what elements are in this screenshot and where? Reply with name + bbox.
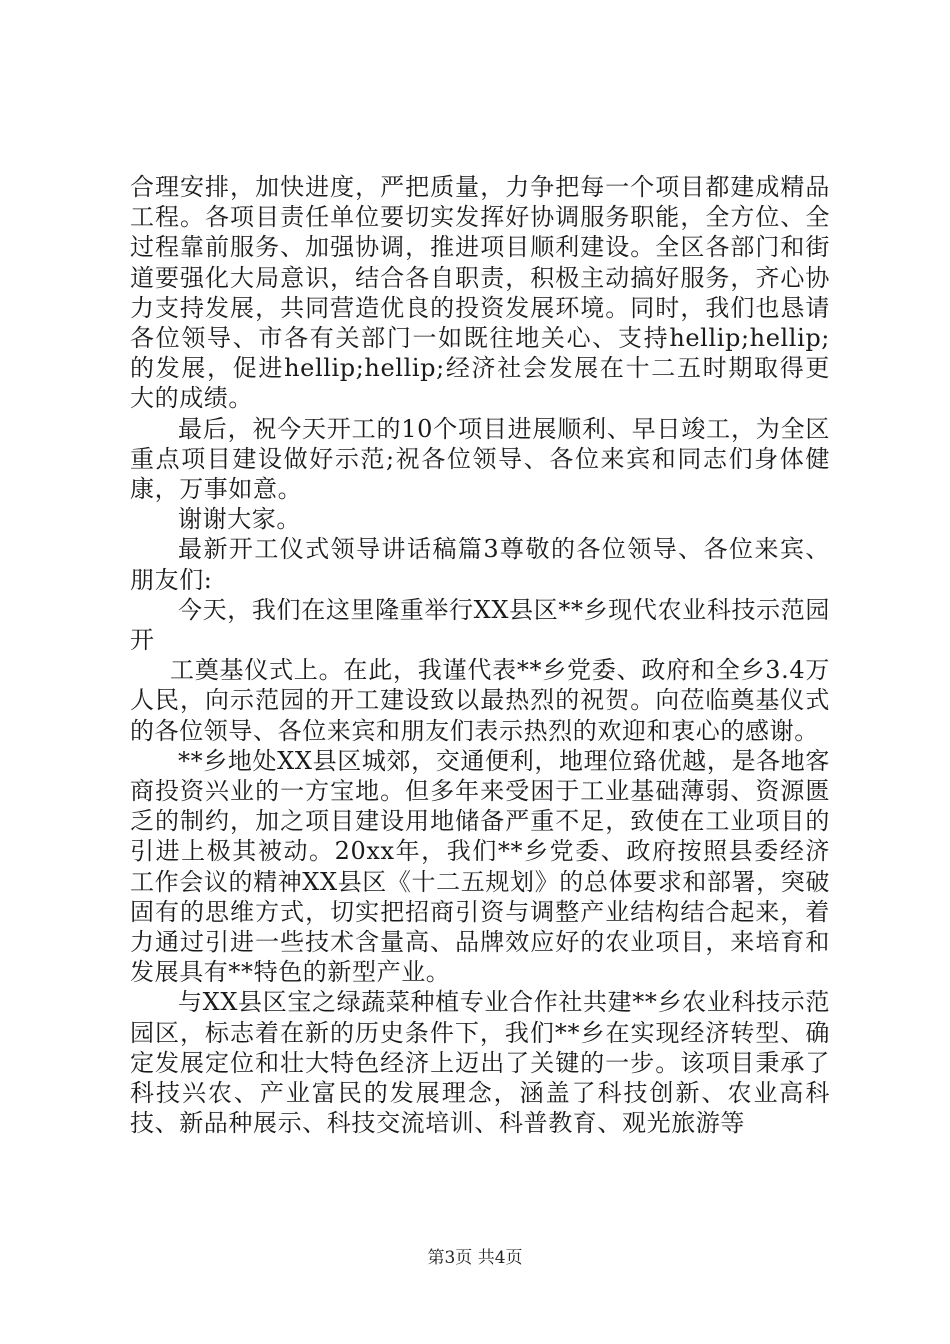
- paragraph-ceremony: 工奠基仪式上。在此，我谨代表**乡党委、政府和全乡3.4万人民，向示范园的开工建设致以最热烈的祝贺。向莅临奠基仪式的各位领导、各位来宾和朋友们表示热烈的欢迎和衷心的感谢。: [130, 656, 830, 745]
- paragraph-section-title: 最新开工仪式领导讲话稿篇3尊敬的各位领导、各位来宾、朋友们:: [130, 535, 830, 594]
- paragraph-opening: 今天，我们在这里隆重举行XX县区**乡现代农业科技示范园开: [130, 595, 830, 655]
- document-body: [130, 172, 830, 1139]
- paragraph-project: 与XX县区宝之绿蔬菜种植专业合作社共建**乡农业科技示范园区，标志着在新的历史条件下，我们**乡在实现经济转型、确定发展定位和壮大特色经济上迈出了关键的一步。该项目秉承了科技兴农、产业富民的发展理念，涵盖了科技创新、农业高科技、新品种展示、科技交流培训、科普教育、观光旅游等: [130, 988, 830, 1138]
- paragraph-continuation: 合理安排，加快进度，严把质量，力争把每一个项目都建成精品工程。各项目责任单位要切实发挥好协调服务职能，全方位、全过程靠前服务、加强协调，推进项目顺利建设。全区各部门和街道要强化大局意识，结合各自职责，积极主动搞好服务，齐心协力支持发展，共同营造优良的投资发展环境。同时，我们也恳请各位领导、市各有关部门一如既往地关心、支持hellip;hellip;的发展，促进hellip;hellip;经济社会发展在十二五时期取得更大的成绩。: [130, 173, 830, 413]
- paragraph-location: **乡地处XX县区城郊，交通便利，地理位臵优越，是各地客商投资兴业的一方宝地。但多年来受困于工业基础薄弱、资源匮乏的制约，加之项目建设用地储备严重不足，致使在工业项目的引进上极其被动。20xx年，我们**乡党委、政府按照县委经济工作会议的精神XX县区《十二五规划》的总体要求和部署，突破固有的思维方式，切实把招商引资与调整产业结构结合起来，着力通过引进一些技术含量高、品牌效应好的农业项目，来培育和发展具有**特色的新型产业。: [130, 746, 830, 987]
- page-number-footer: 第3页 共4页: [427, 1248, 523, 1268]
- paragraph-closing-wishes: 最后，祝今天开工的10个项目进展顺利、早日竣工，为全区重点项目建设做好示范;祝各位领导、各位来宾和同志们身体健康，万事如意。: [130, 414, 830, 504]
- paragraph-thanks: 谢谢大家。: [178, 505, 301, 534]
